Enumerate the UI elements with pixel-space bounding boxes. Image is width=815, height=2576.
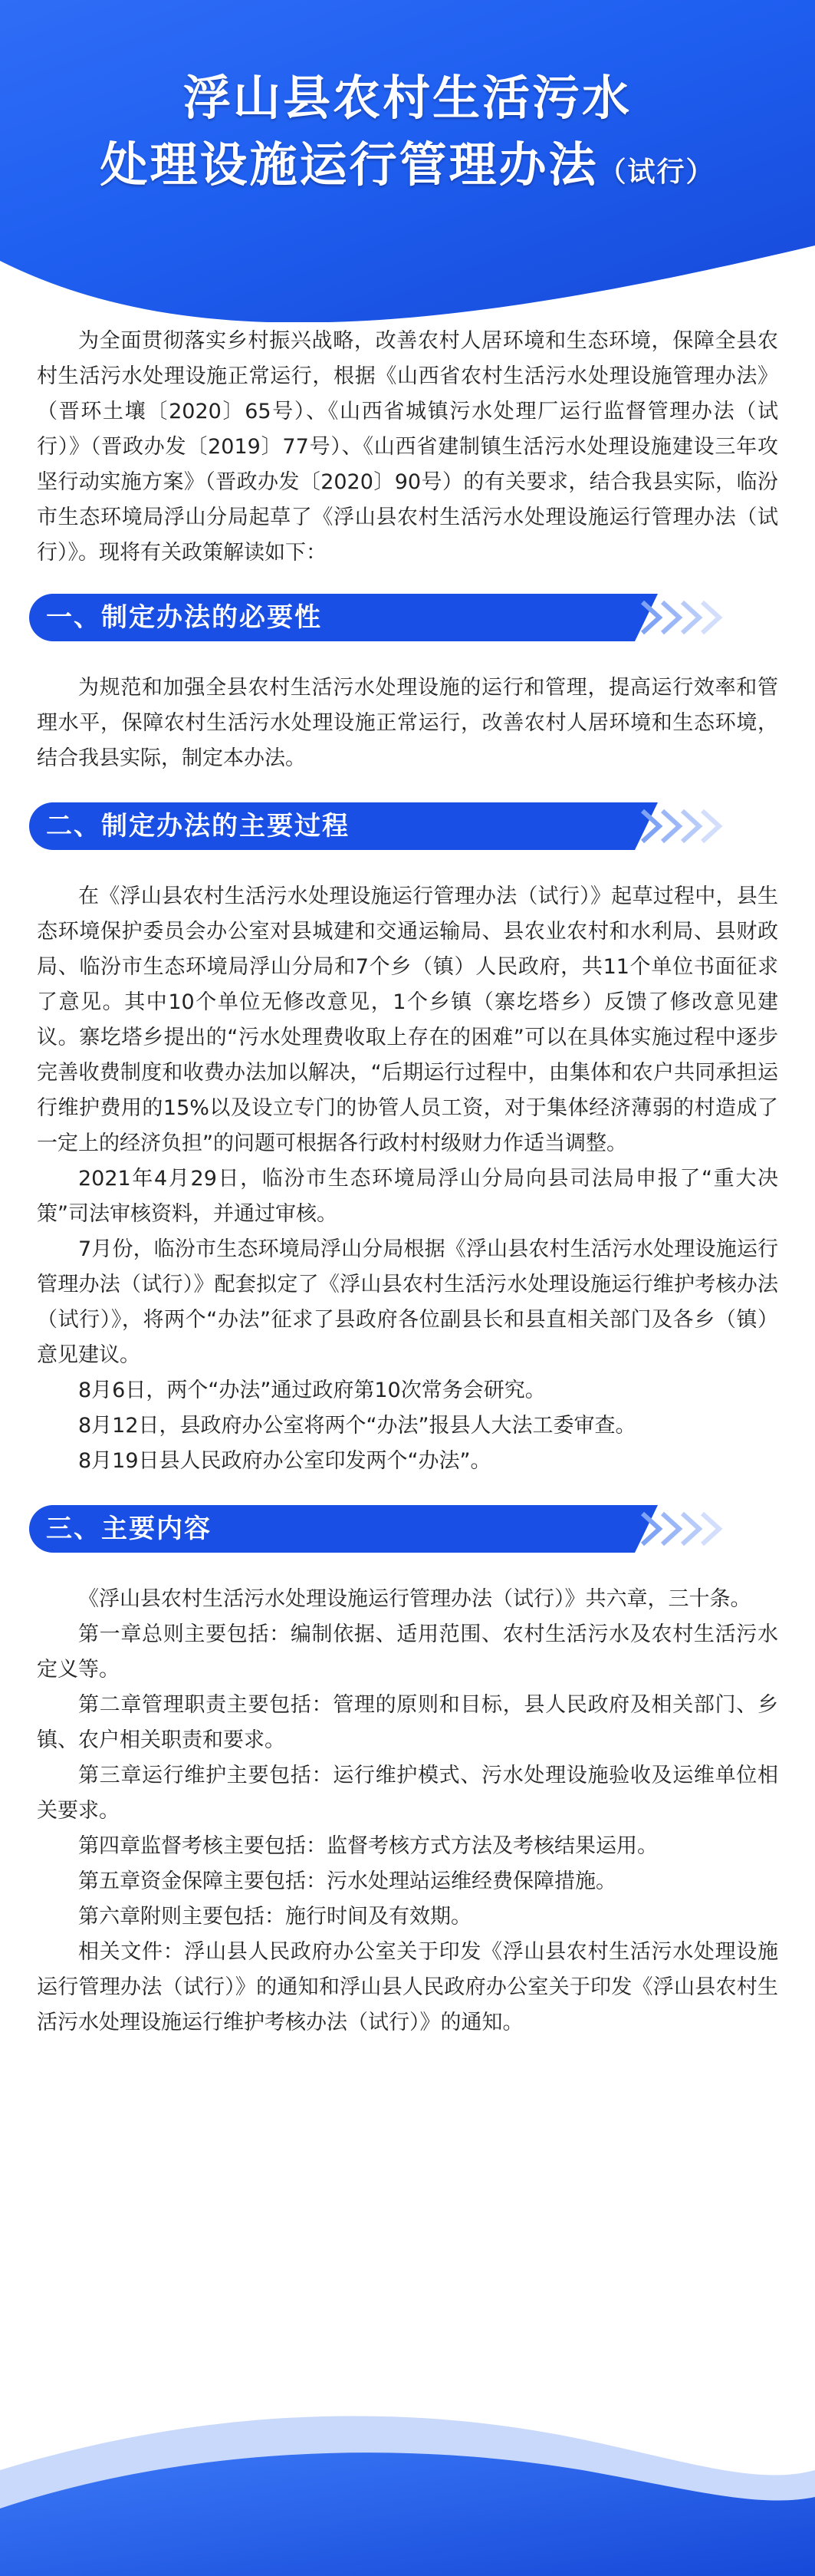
- section3-paragraph-6: 第五章资金保障主要包括：污水处理站运维经费保障措施。: [78, 1869, 616, 1893]
- chevrons-icon: [635, 598, 742, 637]
- section-banner-3: [29, 1505, 719, 1553]
- section3-paragraph-2: 第一章总则主要包括：编制依据、适用范围、农村生活污水及农村生活污水定义等。: [37, 1622, 778, 1682]
- section-banner-2: [29, 802, 719, 850]
- section2-paragraph-6: 8月19日县人民政府办公室印发两个“办法”。: [78, 1449, 491, 1473]
- section2-paragraph-2: 2021年4月29日，临汾市生态环境局浮山分局向县司法局申报了“重大决策”司法审核资料，并通过审核。: [37, 1167, 778, 1226]
- footer-wave: [0, 2355, 815, 2576]
- article-content: [0, 307, 815, 2041]
- section3-paragraph-1: 《浮山县农村生活污水处理设施运行管理办法（试行）》共六章，三十条。: [78, 1587, 751, 1611]
- section3-paragraph-7: 第六章附则主要包括：施行时间及有效期。: [78, 1905, 472, 1929]
- section3-paragraph-3: 第二章管理职责主要包括：管理的原则和目标，县人民政府及相关部门、乡镇、农户相关职责和要求。: [37, 1693, 778, 1752]
- intro-paragraph: 为全面贯彻落实乡村振兴战略，改善农村人居环境和生态环境，保障全县农村生活污水处理设施正常运行，根据《山西省农村生活污水处理设施管理办法》（晋环土壤〔2020〕65号）、《山西省城镇污水处理厂运行监督管理办法（试行）》（晋政办发〔2019〕77号）、《山西省建制镇生活污水处理设施建设三年攻坚行动实施方案》（晋政办发〔2020〕90号）的有关要求，结合我县实际，临汾市生态环境局浮山分局起草了《浮山县农村生活污水处理设施运行管理办法（试行）》。现将有关政策解读如下：: [37, 329, 778, 565]
- header-background: [0, 0, 815, 322]
- section-heading-3: 三、主要内容: [46, 1514, 212, 1544]
- page-title-line2: [0, 127, 815, 195]
- section3-paragraph-5: 第四章监督考核主要包括：监督考核方式方法及考核结果运用。: [78, 1834, 658, 1858]
- chevrons-icon: [635, 1510, 742, 1548]
- section2-paragraph-3: 7月份，临汾市生态环境局浮山分局根据《浮山县农村生活污水处理设施运行管理办法（试行）》配套拟定了《浮山县农村生活污水处理设施运行维护考核办法（试行）》，将两个“办法”征求了县政府各位副县长和县直相关部门及各乡（镇）意见建议。: [37, 1237, 778, 1367]
- page-title-suffix: （试行）: [598, 156, 715, 188]
- section-banner-1: [29, 594, 719, 641]
- section2-paragraph-1: 在《浮山县农村生活污水处理设施运行管理办法（试行）》起草过程中，县生态环境保护委员会办公室对县城建和交通运输局、县农业农村和水利局、县财政局、临汾市生态环境局浮山分局和7个乡（镇）人民政府，共11个单位书面征求了意见。其中10个单位无修改意见，1个乡镇（寨圪塔乡）反馈了修改意见建议。寨圪塔乡提出的“污水处理费收取上存在的困难”可以在具体实施过程中逐步完善收费制度和收费办法加以解决，“后期运行过程中，由集体和农户共同承担运行维护费用的15%以及设立专门的协管人员工资，对于集体经济薄弱的村造成了一定上的经济负担”的问题可根据各行政村村级财力作适当调整。: [37, 884, 778, 1155]
- section-heading-2: 二、制定办法的主要过程: [46, 811, 350, 842]
- section3-paragraph-4: 第三章运行维护主要包括：运行维护模式、污水处理设施验收及运维单位相关要求。: [37, 1764, 778, 1823]
- section2-paragraph-5: 8月12日，县政府办公室将两个“办法”报县人大法工委审查。: [78, 1414, 636, 1438]
- page-title-line1: 浮山县农村生活污水: [182, 70, 632, 126]
- section3-paragraph-8: 相关文件：浮山县人民政府办公室关于印发《浮山县农村生活污水处理设施运行管理办法（试行）》的通知和浮山县人民政府办公室关于印发《浮山县农村生活污水处理设施运行维护考核办法（试行）》的通知。: [37, 1940, 778, 2034]
- section1-paragraph: 为规范和加强全县农村生活污水处理设施的运行和管理，提高运行效率和管理水平，保障农村生活污水处理设施正常运行，改善农村人居环境和生态环境，结合我县实际，制定本办法。: [37, 676, 778, 770]
- page-title-main: 处理设施运行管理办法: [100, 137, 599, 193]
- section2-paragraph-4: 8月6日，两个“办法”通过政府第10次常务会研究。: [78, 1379, 546, 1402]
- section-heading-1: 一、制定办法的必要性: [46, 602, 322, 633]
- chevrons-icon: [635, 807, 742, 845]
